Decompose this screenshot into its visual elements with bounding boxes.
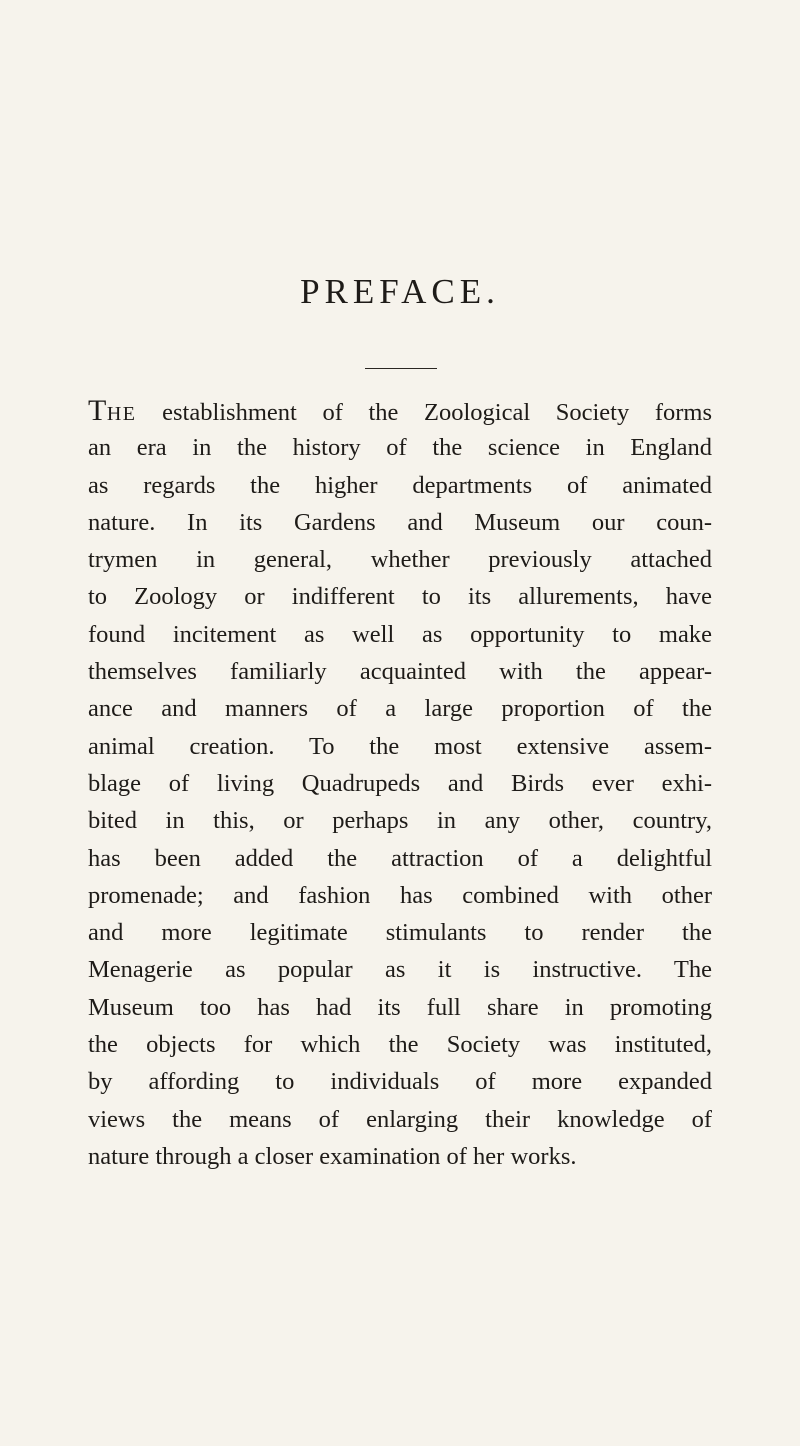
lead-capital: T <box>88 394 107 427</box>
text-line: found incitement as well as opportunity to make <box>88 620 712 648</box>
text-line <box>88 392 712 429</box>
text-line: as regards the higher departments of animated <box>88 471 712 499</box>
text-line: bited in this, or perhaps in any other, country, <box>88 807 712 835</box>
text-line: ance and manners of a large proportion of the <box>88 695 712 723</box>
text-line: themselves familiarly acquainted with the appear- <box>88 658 712 686</box>
text-line: Museum too has had its full share in promoting <box>88 993 712 1021</box>
text-line: to Zoology or indifferent to its allurements, have <box>88 583 712 611</box>
text-line: an era in the history of the science in England <box>88 434 712 462</box>
text-line: promenade; and fashion has combined with other <box>88 881 712 909</box>
preface-paragraph <box>88 392 712 1175</box>
lead-smallcaps: HE <box>106 403 137 425</box>
text-line: animal creation. To the most extensive assem- <box>88 732 712 760</box>
text-line: blage of living Quadrupeds and Birds ever exhi- <box>88 769 712 797</box>
text-line: Menagerie as popular as it is instructive. The <box>88 956 712 984</box>
page-title: PREFACE. <box>300 272 500 311</box>
text-line: the objects for which the Society was instituted, <box>88 1031 712 1059</box>
text-line: views the means of enlarging their knowledge of <box>88 1105 712 1133</box>
text-line: trymen in general, whether previously attached <box>88 546 712 574</box>
text-line: has been added the attraction of a delightful <box>88 844 712 872</box>
text-line: and more legitimate stimulants to render the <box>88 919 712 947</box>
text-line-content: establishment of the Zoological Society forms <box>136 399 712 426</box>
title-divider <box>365 368 437 369</box>
text-line: nature. In its Gardens and Museum our coun- <box>88 508 712 536</box>
text-line: nature through a closer examination of her works. <box>88 1142 577 1170</box>
text-line: by affording to individuals of more expanded <box>88 1068 712 1096</box>
